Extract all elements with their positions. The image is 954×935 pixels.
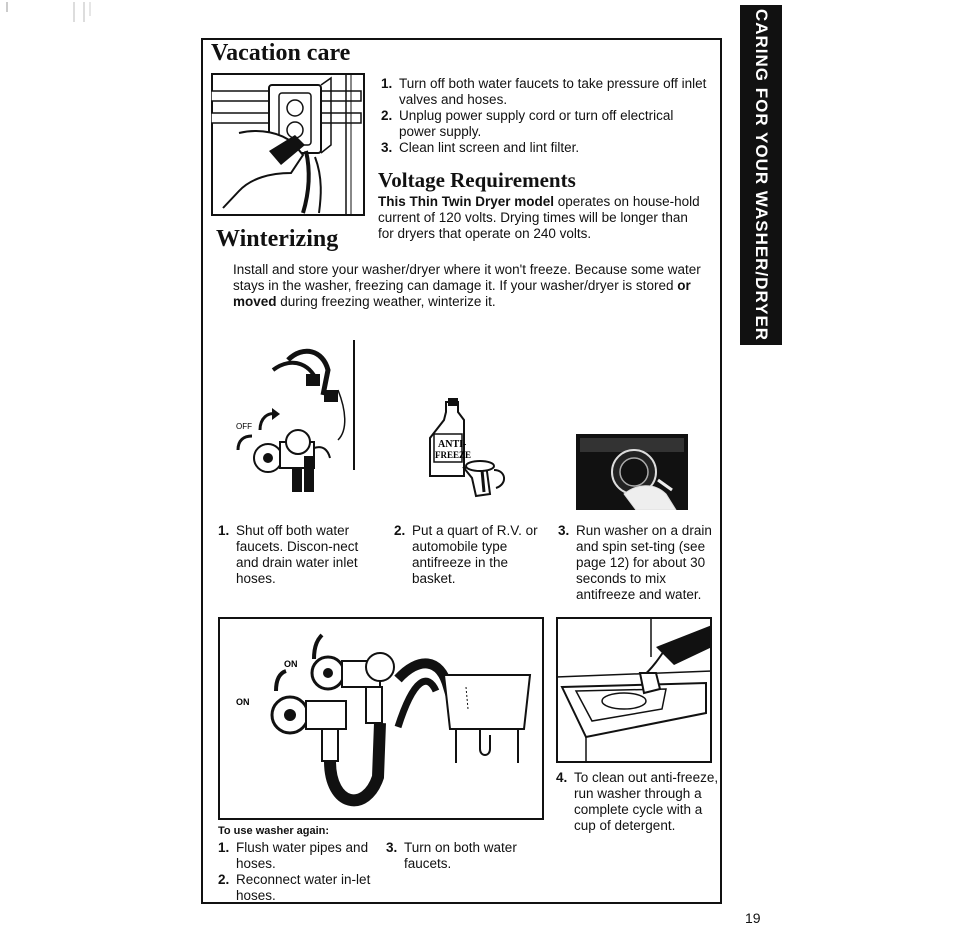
section-side-tab [740, 5, 782, 345]
voltage-text: This Thin Twin Dryer model operates on house-hold current of 120 volts. Drying times will be longer than for dryers that operate on 240 volts. [378, 194, 700, 241]
vacation-steps [381, 76, 711, 156]
side-tab-label: CARING FOR YOUR WASHER/DRYER [752, 8, 771, 342]
voltage-lead: This Thin Twin Dryer model [378, 194, 555, 209]
winterizing-step-4 [556, 770, 726, 834]
on-label-2: ON [236, 697, 250, 707]
list-item: 1. Turn off both water faucets to take pressure off inlet valves and hoses. [381, 76, 707, 107]
use-again-heading: To use washer again: [218, 825, 330, 837]
use-again-steps [218, 840, 378, 904]
winterizing-step-1 [218, 523, 373, 587]
antifreeze-illustration [424, 398, 518, 498]
winterizing-step-2 [394, 523, 554, 587]
unplug-illustration [211, 73, 365, 216]
washer-dial-illustration [576, 434, 688, 510]
list-item: 1. Flush water pipes and hoses. [218, 840, 369, 871]
list-item: 1. Shut off both water faucets. Discon-nect and drain water inlet hoses. [218, 523, 359, 586]
winterizing-title: Winterizing [216, 226, 339, 252]
list-item: 2. Unplug power supply cord or turn off electrical power supply. [381, 108, 674, 139]
freeze-label: FREEZE [435, 450, 472, 460]
list-item: 3. Run washer on a drain and spin set-ting (see page 12) for about 30 seconds to mix antifreeze and water. [558, 523, 712, 602]
page-number: 19 [745, 910, 761, 926]
list-item: 3. Clean lint screen and lint filter. [381, 140, 580, 155]
rinse-tub-illustration [556, 617, 712, 763]
list-item: 3. Turn on both water faucets. [386, 840, 517, 871]
on-label-1: ON [284, 659, 298, 669]
anti-label: ANTI- [438, 439, 467, 450]
scan-marks [0, 0, 100, 30]
vacation-care-title: Vacation care [211, 40, 351, 66]
use-again-step-3 [386, 840, 546, 872]
voltage-title: Voltage Requirements [378, 168, 576, 192]
winterizing-intro: Install and store your washer/dryer where it won't freeze. Because some water stays in the washer, freezing can damage it. If your washer/dryer is stored or moved during freezing weather, winterize it. [233, 262, 701, 309]
list-item: 2. Reconnect water in-let hoses. [218, 872, 371, 903]
list-item: 2. Put a quart of R.V. or automobile type antifreeze in the basket. [394, 523, 538, 586]
list-item: 4. To clean out anti-freeze, run washer through a complete cycle with a cup of detergent. [556, 770, 719, 833]
shut-off-faucets-illustration [228, 330, 363, 510]
reconnect-faucets-illustration [218, 617, 544, 820]
winterizing-step-3 [558, 523, 724, 603]
off-label: OFF [236, 422, 252, 431]
